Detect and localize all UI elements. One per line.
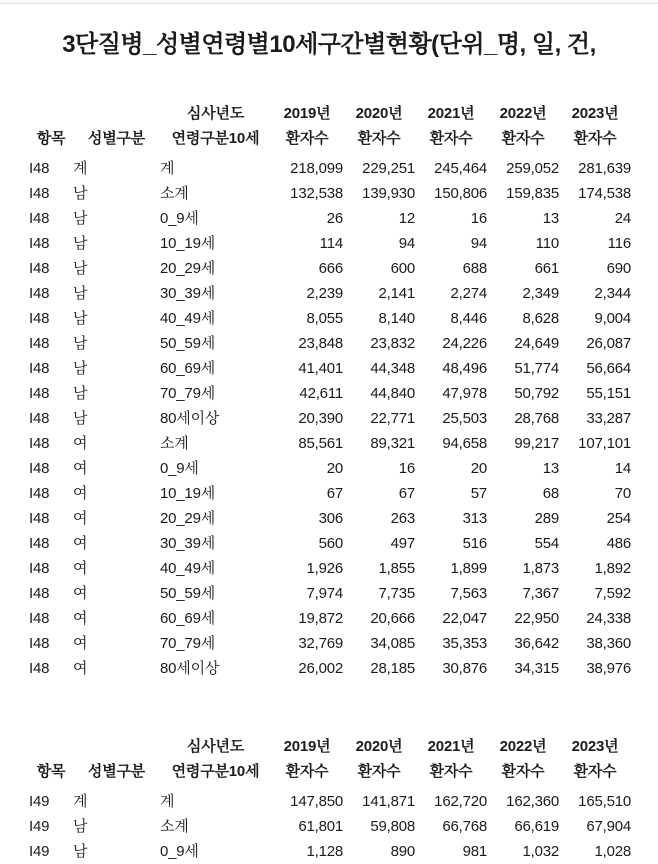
table-row	[29, 506, 631, 531]
patients-2023-cell: 9,004	[594, 310, 631, 327]
patients-2023-cell: 67,904	[586, 818, 631, 835]
table-row	[29, 814, 631, 839]
empty-header-cell	[29, 101, 73, 126]
gender-cell: 남	[73, 385, 88, 402]
table-row	[29, 356, 631, 381]
patients-2021-cell: 35,353	[442, 635, 487, 652]
patients-2023-cell: 38,976	[586, 660, 631, 677]
patients-2021-cell: 16	[470, 210, 487, 227]
patients-2023-cell: 281,639	[578, 160, 631, 177]
item-code-cell: I48	[29, 460, 50, 477]
patients-2019-cell: 1,926	[306, 560, 343, 577]
age-group-cell: 계	[160, 160, 175, 177]
patients-2021-cell: 47,978	[442, 385, 487, 402]
age-group-cell: 소계	[160, 435, 189, 452]
patients-column-header: 환자수	[573, 130, 617, 147]
page-title: 3단질병_성별연령별10세구간별현황(단위_명, 일, 건,	[62, 31, 596, 58]
patients-2019-cell: 26,002	[298, 660, 343, 677]
patients-2022-cell: 68	[542, 485, 559, 502]
patients-2020-cell: 23,832	[370, 335, 415, 352]
patients-2019-cell: 19,872	[298, 610, 343, 627]
empty-header-cell	[73, 734, 160, 759]
review-year-header: 심사년도	[186, 105, 245, 122]
patients-2020-cell: 497	[390, 535, 415, 552]
year-2020-header: 2020년	[355, 738, 403, 755]
empty-header-cell	[29, 734, 73, 759]
table-row	[29, 481, 631, 506]
age-group-cell: 10_19세	[160, 235, 216, 252]
gender-cell: 남	[73, 360, 88, 377]
patients-2023-cell: 690	[606, 260, 631, 277]
table-row	[29, 606, 631, 631]
patients-2021-cell: 30,876	[442, 660, 487, 677]
year-2023-header: 2023년	[571, 105, 619, 122]
patients-2022-cell: 1,032	[522, 843, 559, 860]
patients-2019-cell: 147,850	[290, 793, 343, 810]
gender-cell: 남	[73, 185, 88, 202]
patients-2023-cell: 24	[614, 210, 631, 227]
patients-2020-cell: 28,185	[370, 660, 415, 677]
item-column-header: 항목	[36, 763, 66, 780]
gender-cell: 여	[73, 660, 88, 677]
gender-cell: 여	[73, 510, 88, 527]
patients-2023-cell: 116	[607, 235, 631, 252]
statistics-table-1	[29, 101, 631, 681]
table-column-header-row	[29, 759, 631, 784]
patients-2022-cell: 1,873	[522, 560, 559, 577]
table-row	[29, 306, 631, 331]
table-row	[29, 381, 631, 406]
table-group-header-row	[29, 734, 631, 759]
item-code-cell: I49	[29, 843, 50, 860]
patients-2019-cell: 8,055	[306, 310, 343, 327]
patients-2021-cell: 1,899	[450, 560, 487, 577]
patients-2022-cell: 99,217	[514, 435, 559, 452]
age-group-cell: 70_79세	[160, 635, 216, 652]
review-year-header: 심사년도	[186, 738, 245, 755]
gender-column-header: 성별구분	[87, 130, 146, 147]
gender-cell: 남	[73, 818, 88, 835]
patients-column-header: 환자수	[501, 130, 545, 147]
patients-column-header: 환자수	[357, 130, 401, 147]
patients-2021-cell: 8,446	[450, 310, 487, 327]
patients-2019-cell: 132,538	[290, 185, 343, 202]
age-group-cell: 30_39세	[160, 535, 216, 552]
patients-2021-cell: 94	[470, 235, 487, 252]
patients-2021-cell: 22,047	[442, 610, 487, 627]
patients-2019-cell: 23,848	[298, 335, 343, 352]
patients-2022-cell: 50,792	[514, 385, 559, 402]
gender-cell: 계	[73, 160, 88, 177]
table-row	[29, 456, 631, 481]
gender-cell: 여	[73, 585, 88, 602]
table-body	[29, 784, 631, 864]
year-2021-header: 2021년	[427, 738, 475, 755]
gender-cell: 여	[73, 610, 88, 627]
patients-2021-cell: 981	[462, 843, 487, 860]
patients-2021-cell: 66,768	[442, 818, 487, 835]
age-group-cell: 소계	[160, 818, 189, 835]
gender-cell: 남	[73, 335, 88, 352]
age-group-cell: 80세이상	[160, 660, 220, 677]
age-group-cell: 40_49세	[160, 560, 216, 577]
age-group-cell: 40_49세	[160, 310, 216, 327]
patients-2019-cell: 32,769	[298, 635, 343, 652]
tables-section	[0, 101, 658, 864]
table-row	[29, 431, 631, 456]
age-group-cell: 0_9세	[160, 460, 199, 477]
patients-2019-cell: 218,099	[290, 160, 343, 177]
patients-2022-cell: 554	[534, 535, 559, 552]
table-row	[29, 331, 631, 356]
item-code-cell: I48	[29, 610, 50, 627]
item-code-cell: I48	[29, 210, 50, 227]
item-code-cell: I48	[29, 560, 50, 577]
patients-column-header: 환자수	[285, 763, 329, 780]
table-row	[29, 631, 631, 656]
patients-2022-cell: 13	[542, 460, 559, 477]
patients-2019-cell: 26	[326, 210, 343, 227]
patients-2021-cell: 313	[462, 510, 487, 527]
item-code-cell: I48	[29, 535, 50, 552]
statistics-table-2	[29, 734, 631, 864]
patients-2023-cell: 56,664	[586, 360, 631, 377]
patients-2022-cell: 159,835	[506, 185, 559, 202]
patients-2023-cell: 2,344	[594, 285, 631, 302]
item-column-header: 항목	[36, 130, 66, 147]
year-2021-header: 2021년	[427, 105, 475, 122]
patients-column-header: 환자수	[501, 763, 545, 780]
gender-cell: 계	[73, 793, 88, 810]
patients-2020-cell: 44,840	[370, 385, 415, 402]
patients-2019-cell: 666	[318, 260, 343, 277]
gender-cell: 남	[73, 310, 88, 327]
patients-column-header: 환자수	[573, 763, 617, 780]
patients-2020-cell: 44,348	[370, 360, 415, 377]
patients-2023-cell: 26,087	[586, 335, 631, 352]
gender-cell: 여	[73, 535, 88, 552]
patients-2021-cell: 162,720	[434, 793, 487, 810]
item-code-cell: I48	[29, 660, 50, 677]
patients-2023-cell: 486	[606, 535, 631, 552]
patients-2020-cell: 59,808	[370, 818, 415, 835]
table-row	[29, 839, 631, 864]
item-code-cell: I48	[29, 310, 50, 327]
patients-2021-cell: 48,496	[442, 360, 487, 377]
patients-column-header: 환자수	[357, 763, 401, 780]
patients-column-header: 환자수	[429, 130, 473, 147]
patients-2020-cell: 139,930	[362, 185, 415, 202]
age-group-cell: 계	[160, 793, 175, 810]
patients-2023-cell: 107,101	[578, 435, 631, 452]
item-code-cell: I48	[29, 160, 50, 177]
patients-2023-cell: 14	[614, 460, 631, 477]
patients-2021-cell: 7,563	[450, 585, 487, 602]
table-row	[29, 531, 631, 556]
year-2019-header: 2019년	[283, 738, 331, 755]
patients-2021-cell: 150,806	[434, 185, 487, 202]
item-code-cell: I48	[29, 335, 50, 352]
patients-2022-cell: 22,950	[514, 610, 559, 627]
table-row	[29, 556, 631, 581]
age-group-cell: 0_9세	[160, 210, 199, 227]
patients-2023-cell: 33,287	[586, 410, 631, 427]
item-code-cell: I48	[29, 435, 50, 452]
patients-2023-cell: 165,510	[578, 793, 631, 810]
gender-cell: 남	[73, 235, 88, 252]
age-group-cell: 60_69세	[160, 360, 216, 377]
patients-2019-cell: 7,974	[306, 585, 343, 602]
table-group-header-row	[29, 101, 631, 126]
patients-2019-cell: 61,801	[298, 818, 343, 835]
patients-2023-cell: 24,338	[586, 610, 631, 627]
age-group-cell: 0_9세	[160, 843, 199, 860]
age-group-cell: 30_39세	[160, 285, 216, 302]
table-row	[29, 206, 631, 231]
patients-column-header: 환자수	[429, 763, 473, 780]
patients-2020-cell: 20,666	[370, 610, 415, 627]
patients-2020-cell: 12	[398, 210, 415, 227]
year-2020-header: 2020년	[355, 105, 403, 122]
patients-2023-cell: 254	[606, 510, 631, 527]
empty-header-cell	[73, 101, 160, 126]
patients-2019-cell: 20	[326, 460, 343, 477]
patients-2020-cell: 890	[390, 843, 415, 860]
patients-2021-cell: 57	[470, 485, 487, 502]
table-row	[29, 656, 631, 681]
year-2019-header: 2019년	[283, 105, 331, 122]
patients-2021-cell: 516	[462, 535, 487, 552]
patients-2022-cell: 66,619	[514, 818, 559, 835]
patients-2022-cell: 51,774	[514, 360, 559, 377]
patients-2022-cell: 7,367	[522, 585, 559, 602]
age-group-cell: 20_29세	[160, 510, 216, 527]
patients-2022-cell: 8,628	[522, 310, 559, 327]
gender-cell: 여	[73, 635, 88, 652]
patients-2022-cell: 28,768	[514, 410, 559, 427]
item-code-cell: I48	[29, 260, 50, 277]
patients-2023-cell: 55,151	[586, 385, 631, 402]
patients-2019-cell: 20,390	[298, 410, 343, 427]
table-row	[29, 256, 631, 281]
gender-cell: 남	[73, 285, 88, 302]
item-code-cell: I48	[29, 635, 50, 652]
patients-2020-cell: 22,771	[370, 410, 415, 427]
age-group-cell: 소계	[160, 185, 189, 202]
patients-2020-cell: 263	[390, 510, 415, 527]
patients-2021-cell: 20	[470, 460, 487, 477]
patients-2023-cell: 38,360	[586, 635, 631, 652]
table-row	[29, 281, 631, 306]
item-code-cell: I48	[29, 285, 50, 302]
patients-2019-cell: 1,128	[306, 843, 343, 860]
item-code-cell: I48	[29, 485, 50, 502]
gender-cell: 남	[73, 843, 88, 860]
gender-cell: 여	[73, 560, 88, 577]
year-2022-header: 2022년	[499, 105, 547, 122]
patients-2021-cell: 25,503	[442, 410, 487, 427]
patients-2022-cell: 259,052	[506, 160, 559, 177]
patients-2022-cell: 661	[534, 260, 559, 277]
patients-2023-cell: 174,538	[578, 185, 631, 202]
table-row	[29, 181, 631, 206]
gender-cell: 남	[73, 260, 88, 277]
patients-2019-cell: 67	[326, 485, 343, 502]
patients-2020-cell: 7,735	[378, 585, 415, 602]
patients-2020-cell: 141,871	[362, 793, 415, 810]
table-header	[29, 734, 631, 784]
patients-2019-cell: 41,401	[298, 360, 343, 377]
age-group-cell: 60_69세	[160, 610, 216, 627]
gender-cell: 여	[73, 435, 88, 452]
item-code-cell: I48	[29, 410, 50, 427]
patients-2022-cell: 34,315	[514, 660, 559, 677]
patients-2021-cell: 2,274	[450, 285, 487, 302]
patients-column-header: 환자수	[285, 130, 329, 147]
item-code-cell: I48	[29, 235, 50, 252]
patients-2020-cell: 2,141	[378, 285, 415, 302]
patients-2020-cell: 1,855	[378, 560, 415, 577]
table-row	[29, 231, 631, 256]
patients-2022-cell: 2,349	[522, 285, 559, 302]
item-code-cell: I48	[29, 585, 50, 602]
patients-2021-cell: 24,226	[442, 335, 487, 352]
table-row	[29, 151, 631, 181]
patients-2021-cell: 94,658	[442, 435, 487, 452]
table-row	[29, 406, 631, 431]
age-column-header: 연령구분10세	[171, 130, 260, 147]
patients-2022-cell: 110	[535, 235, 559, 252]
patients-2020-cell: 89,321	[370, 435, 415, 452]
patients-2020-cell: 16	[398, 460, 415, 477]
table-column-header-row	[29, 126, 631, 151]
item-code-cell: I48	[29, 360, 50, 377]
age-group-cell: 50_59세	[160, 335, 216, 352]
age-column-header: 연령구분10세	[171, 763, 260, 780]
gender-cell: 여	[73, 485, 88, 502]
gender-cell: 남	[73, 210, 88, 227]
patients-2020-cell: 229,251	[362, 160, 415, 177]
item-code-cell: I48	[29, 510, 50, 527]
top-divider	[0, 0, 658, 4]
patients-2020-cell: 600	[390, 260, 415, 277]
gender-cell: 여	[73, 460, 88, 477]
item-code-cell: I49	[29, 793, 50, 810]
patients-2021-cell: 688	[462, 260, 487, 277]
patients-2019-cell: 42,611	[299, 385, 343, 402]
item-code-cell: I48	[29, 185, 50, 202]
patients-2020-cell: 67	[398, 485, 415, 502]
age-group-cell: 10_19세	[160, 485, 216, 502]
table-body	[29, 151, 631, 681]
patients-2020-cell: 34,085	[370, 635, 415, 652]
patients-2022-cell: 36,642	[514, 635, 559, 652]
patients-2023-cell: 7,592	[594, 585, 631, 602]
item-code-cell: I48	[29, 385, 50, 402]
patients-2020-cell: 94	[398, 235, 415, 252]
gender-column-header: 성별구분	[87, 763, 146, 780]
age-group-cell: 70_79세	[160, 385, 216, 402]
gender-cell: 남	[73, 410, 88, 427]
patients-2022-cell: 13	[542, 210, 559, 227]
table-header	[29, 101, 631, 151]
patients-2020-cell: 8,140	[378, 310, 415, 327]
patients-2023-cell: 1,892	[594, 560, 631, 577]
patients-2019-cell: 2,239	[306, 285, 343, 302]
patients-2022-cell: 24,649	[514, 335, 559, 352]
age-group-cell: 20_29세	[160, 260, 216, 277]
item-code-cell: I49	[29, 818, 50, 835]
patients-2023-cell: 70	[614, 485, 631, 502]
age-group-cell: 80세이상	[160, 410, 220, 427]
patients-2023-cell: 1,028	[594, 843, 631, 860]
patients-2019-cell: 306	[318, 510, 343, 527]
table-row	[29, 581, 631, 606]
year-2022-header: 2022년	[499, 738, 547, 755]
age-group-cell: 50_59세	[160, 585, 216, 602]
table-row	[29, 784, 631, 814]
patients-2021-cell: 245,464	[434, 160, 487, 177]
patients-2019-cell: 114	[319, 235, 343, 252]
patients-2019-cell: 85,561	[298, 435, 343, 452]
patients-2022-cell: 289	[534, 510, 559, 527]
patients-2022-cell: 162,360	[506, 793, 559, 810]
year-2023-header: 2023년	[571, 738, 619, 755]
patients-2019-cell: 560	[318, 535, 343, 552]
